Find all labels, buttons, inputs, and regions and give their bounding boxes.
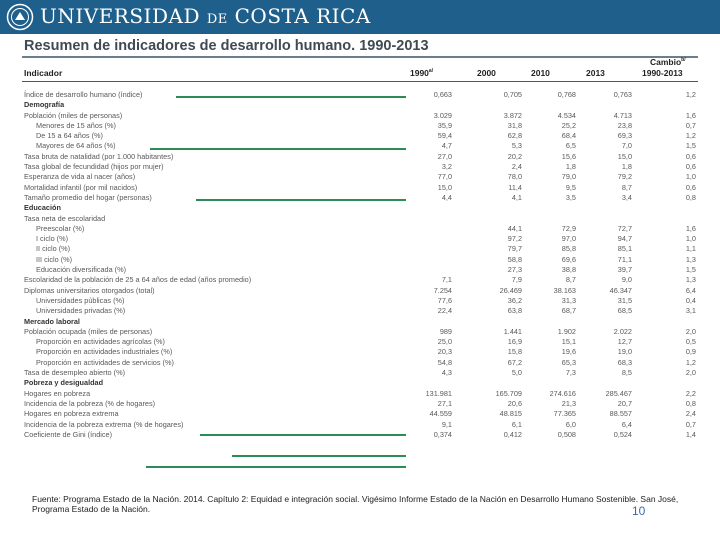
table-row: [22, 358, 698, 368]
row-value: 8,7: [621, 182, 632, 192]
row-value: 22,4: [437, 306, 452, 316]
table-row: [22, 152, 698, 162]
row-value: 0,524: [613, 429, 632, 439]
row-value: 20,7: [617, 398, 632, 408]
row-value: 165.709: [495, 388, 522, 398]
row-value: 77,0: [437, 172, 452, 182]
row-value: 68,5: [617, 306, 632, 316]
table-title: Resumen de indicadores de desarrollo humano. 1990-2013: [24, 38, 429, 54]
row-value: 7,3: [565, 368, 576, 378]
row-value: 0,4: [685, 295, 696, 305]
row-value: 1,8: [565, 162, 576, 172]
row-label: Hogares en pobreza extrema: [24, 409, 119, 419]
row-value: 15,1: [561, 337, 576, 347]
row-value: 0,7: [685, 120, 696, 130]
row-value: 3,1: [685, 306, 696, 316]
row-value: 36,2: [507, 295, 522, 305]
row-value: 58,8: [507, 254, 522, 264]
row-value: 8,5: [621, 368, 632, 378]
row-label: Índice de desarrollo humano (índice): [24, 90, 143, 99]
row-value: 9,1: [441, 419, 452, 429]
col-header-change-period: 1990-2013: [642, 68, 683, 78]
table-row: [22, 234, 698, 244]
row-value: 4,1: [511, 192, 522, 202]
row-value: 72,9: [561, 223, 576, 233]
row-value: 19,6: [561, 347, 576, 357]
row-value: 44.559: [429, 409, 452, 419]
table-row: [22, 141, 698, 151]
row-value: 2,2: [685, 388, 696, 398]
highlight-arrow-extreme-poverty: [232, 455, 406, 457]
row-value: 1,5: [685, 141, 696, 151]
row-value: 0,412: [503, 429, 522, 439]
row-label: Esperanza de vida al nacer (años): [24, 172, 136, 182]
row-value: 1,2: [685, 90, 696, 99]
row-label: Demografía: [24, 100, 65, 110]
row-value: 79,0: [561, 172, 576, 182]
table-row: [22, 399, 698, 409]
row-value: 0,6: [685, 151, 696, 161]
row-value: 1,0: [685, 234, 696, 244]
col-1990-label: 1990: [410, 68, 429, 78]
row-value: 4.534: [557, 110, 576, 120]
row-value: 25,2: [561, 120, 576, 130]
row-label: Proporción en actividades industriales (%): [36, 347, 173, 357]
table-row: [22, 389, 698, 399]
table-row: [22, 121, 698, 131]
row-value: 79,2: [617, 172, 632, 182]
row-value: 2,4: [685, 409, 696, 419]
row-value: 3,4: [621, 192, 632, 202]
row-value: 27,0: [437, 151, 452, 161]
row-value: 27,1: [437, 398, 452, 408]
row-label: Mercado laboral: [24, 316, 80, 326]
row-value: 54,8: [437, 357, 452, 367]
row-label: Tasa de desempleo abierto (%): [24, 368, 125, 378]
table-row: [22, 214, 698, 224]
row-value: 48.815: [499, 409, 522, 419]
row-value: 1,4: [685, 429, 696, 439]
row-value: 31,5: [617, 295, 632, 305]
row-value: 0,7: [685, 419, 696, 429]
row-value: 0,8: [685, 192, 696, 202]
table-row: [22, 265, 698, 275]
row-value: 20,2: [507, 151, 522, 161]
table-row: [22, 162, 698, 172]
table-row: [22, 368, 698, 378]
row-value: 7,0: [621, 141, 632, 151]
row-value: 0,6: [685, 182, 696, 192]
row-value: 0,705: [503, 90, 522, 99]
row-value: 1,0: [685, 172, 696, 182]
row-value: 16,9: [507, 337, 522, 347]
row-value: 4,4: [441, 192, 452, 202]
table-row: [22, 111, 698, 121]
university-name-rest: COSTA RICA: [234, 4, 371, 28]
row-label: Menores de 15 años (%): [36, 120, 116, 130]
row-value: 97,2: [507, 234, 522, 244]
row-value: 15,8: [507, 347, 522, 357]
row-value: 15,0: [437, 182, 452, 192]
row-label: Tasa neta de escolaridad: [24, 213, 106, 223]
row-value: 285.467: [605, 388, 632, 398]
col-header-2000: 2000: [477, 68, 496, 78]
row-label: Población ocupada (miles de personas): [24, 326, 153, 336]
table-row: [22, 327, 698, 337]
row-value: 9,5: [565, 182, 576, 192]
row-value: 21,3: [561, 398, 576, 408]
row-label: Tasa bruta de natalidad (por 1.000 habitantes): [24, 151, 174, 161]
row-value: 71,1: [617, 254, 632, 264]
row-value: 0,768: [557, 90, 576, 99]
row-value: 77,6: [437, 295, 452, 305]
col-1990-note: a/: [428, 68, 434, 75]
row-label: Hogares en pobreza: [24, 388, 91, 398]
row-value: 3.872: [503, 110, 522, 120]
row-value: 4,3: [441, 368, 452, 378]
row-value: 0,6: [685, 162, 696, 172]
row-value: 68,4: [561, 131, 576, 141]
row-value: 8,7: [565, 275, 576, 285]
section-row: [22, 203, 698, 213]
row-value: 11,4: [508, 182, 522, 192]
row-value: 39,7: [617, 265, 632, 275]
row-label: Escolaridad de la población de 25 a 64 años de edad (años promedio): [24, 275, 252, 285]
table-row: [22, 306, 698, 316]
row-value: 31,3: [561, 295, 576, 305]
row-label: Incidencia de la pobreza extrema (% de hogares): [24, 419, 184, 429]
row-value: 78,0: [507, 172, 522, 182]
source-footnote: Fuente: Programa Estado de la Nación. 2014. Capítulo 2: Equidad e integración social. Vigésimo Informe Estado de la Nación en Desarrollo Humano Sostenible. San José, Programa Estado de la Nación.: [32, 494, 679, 514]
col-header-indicator: Indicador: [24, 68, 63, 78]
row-value: 44,1: [507, 223, 522, 233]
row-value: 6,4: [621, 419, 632, 429]
table-row: [22, 131, 698, 141]
row-value: 85,1: [617, 244, 632, 254]
section-row: [22, 378, 698, 388]
row-label: Preescolar (%): [36, 223, 85, 233]
table-row: [22, 409, 698, 419]
row-value: 2,0: [685, 326, 696, 336]
row-value: 1,3: [685, 254, 696, 264]
row-label: Diplomas universitarios otorgados (total): [24, 285, 155, 295]
row-value: 72,7: [617, 223, 632, 233]
row-value: 38,8: [561, 265, 576, 275]
row-label: III ciclo (%): [36, 254, 73, 264]
row-label: Proporción en actividades de servicios (%): [36, 357, 174, 367]
row-value: 23,8: [617, 120, 632, 130]
row-value: 67,2: [507, 357, 522, 367]
row-value: 4,7: [441, 141, 452, 151]
row-value: 15,6: [561, 151, 576, 161]
highlight-arrow-mortality: [196, 199, 406, 201]
row-value: 2,0: [685, 368, 696, 378]
row-label: Tasa global de fecundidad (hijos por mujer): [24, 162, 164, 172]
row-value: 6,5: [565, 141, 576, 151]
title-rule: [22, 56, 698, 58]
row-value: 1,3: [685, 275, 696, 285]
row-value: 46.347: [609, 285, 632, 295]
row-value: 2.022: [613, 326, 632, 336]
row-label: Población (miles de personas): [24, 110, 123, 120]
row-value: 5,3: [511, 141, 522, 151]
row-value: 6,4: [685, 285, 696, 295]
table-row: [22, 347, 698, 357]
row-value: 1,2: [685, 357, 696, 367]
row-value: 65,3: [561, 357, 576, 367]
row-value: 274.616: [549, 388, 576, 398]
row-value: 3.029: [433, 110, 452, 120]
row-value: 0,5: [685, 337, 696, 347]
row-value: 7,9: [511, 275, 522, 285]
row-value: 63,8: [507, 306, 522, 316]
row-value: 0,9: [685, 347, 696, 357]
row-value: 15,0: [617, 151, 632, 161]
row-value: 94,7: [617, 234, 632, 244]
row-value: 989: [439, 326, 452, 336]
row-value: 1.902: [557, 326, 576, 336]
row-value: 12,7: [617, 337, 632, 347]
row-value: 7.254: [433, 285, 452, 295]
table-row: [22, 337, 698, 347]
table-row: [22, 296, 698, 306]
row-value: 79,7: [507, 244, 522, 254]
row-value: 62,8: [507, 131, 522, 141]
row-value: 1,6: [685, 223, 696, 233]
header-rule: [22, 81, 698, 82]
university-name-main: UNIVERSIDAD: [40, 4, 200, 28]
row-value: 27,3: [507, 265, 522, 275]
row-value: 7,1: [441, 275, 452, 285]
row-value: 85,8: [561, 244, 576, 254]
row-label: Incidencia de la pobreza (% de hogares): [24, 398, 156, 408]
row-value: 6,0: [565, 419, 576, 429]
row-value: 19,0: [617, 347, 632, 357]
table-row: [22, 224, 698, 234]
university-name-de: DE: [206, 12, 228, 27]
row-value: 31,8: [507, 120, 522, 130]
highlight-arrow-idh: [176, 96, 406, 98]
indicator-table: [22, 90, 698, 440]
table-row: [22, 286, 698, 296]
row-value: 20,6: [507, 398, 522, 408]
row-label: Proporción en actividades agrícolas (%): [36, 337, 165, 347]
row-label: Mayores de 64 años (%): [36, 141, 116, 151]
table-row: [22, 183, 698, 193]
col-header-1990: [410, 68, 433, 78]
row-value: 9,0: [621, 275, 632, 285]
row-value: 25,0: [437, 337, 452, 347]
row-label: Universidades públicas (%): [36, 295, 125, 305]
row-label: Educación: [24, 203, 61, 213]
row-value: 97,0: [561, 234, 576, 244]
col-header-2013: 2013: [586, 68, 605, 78]
table-row: [22, 244, 698, 254]
university-seal-icon: [6, 3, 34, 31]
row-value: 3,2: [441, 162, 452, 172]
row-value: 1,8: [621, 162, 632, 172]
change-label: Cambio: [650, 57, 682, 67]
highlight-arrow-poverty: [200, 434, 406, 436]
row-label: I ciclo (%): [36, 234, 69, 244]
page-number: 10: [632, 504, 646, 518]
table-row: [22, 255, 698, 265]
row-value: 1,6: [685, 110, 696, 120]
highlight-arrow-gini: [146, 466, 406, 468]
table-row: [22, 172, 698, 182]
row-value: 4.713: [613, 110, 632, 120]
row-value: 68,3: [617, 357, 632, 367]
row-value: 68,7: [561, 306, 576, 316]
col-header-2010: 2010: [531, 68, 550, 78]
table-row: [22, 275, 698, 285]
row-value: 6,1: [511, 419, 522, 429]
row-value: 3,5: [565, 192, 576, 202]
row-value: 0,374: [433, 429, 452, 439]
section-row: [22, 317, 698, 327]
row-value: 26.469: [499, 285, 522, 295]
row-value: 35,9: [437, 120, 452, 130]
row-label: Educación diversificada (%): [36, 265, 127, 275]
university-name: [40, 4, 371, 28]
row-label: II ciclo (%): [36, 244, 71, 254]
highlight-arrow-older: [150, 148, 406, 150]
section-row: [22, 100, 698, 110]
row-label: Coeficiente de Gini (índice): [24, 429, 113, 439]
row-label: Mortalidad infantil (por mil nacidos): [24, 182, 138, 192]
row-value: 20,3: [437, 347, 452, 357]
row-value: 1,5: [685, 265, 696, 275]
header-bar: [0, 0, 720, 34]
row-value: 88.557: [609, 409, 632, 419]
row-label: Pobreza y desigualdad: [24, 378, 104, 388]
change-note: b/: [681, 57, 686, 64]
row-value: 0,763: [613, 90, 632, 99]
row-value: 2,4: [511, 162, 522, 172]
row-label: Universidades privadas (%): [36, 306, 126, 316]
row-value: 77.365: [553, 409, 576, 419]
row-value: 69,6: [561, 254, 576, 264]
row-value: 131.981: [425, 388, 452, 398]
col-header-change: [650, 57, 686, 67]
row-label: Tamaño promedio del hogar (personas): [24, 192, 152, 202]
row-value: 0,663: [433, 90, 452, 99]
row-value: 0,508: [557, 429, 576, 439]
row-value: 1,2: [685, 131, 696, 141]
row-value: 59,4: [437, 131, 452, 141]
row-label: De 15 a 64 años (%): [36, 131, 103, 141]
row-value: 38.163: [553, 285, 576, 295]
table-row: [22, 420, 698, 430]
row-value: 69,3: [617, 131, 632, 141]
row-value: 1.441: [503, 326, 522, 336]
row-value: 0,8: [685, 398, 696, 408]
row-value: 1,1: [685, 244, 696, 254]
row-value: 5,0: [511, 368, 522, 378]
